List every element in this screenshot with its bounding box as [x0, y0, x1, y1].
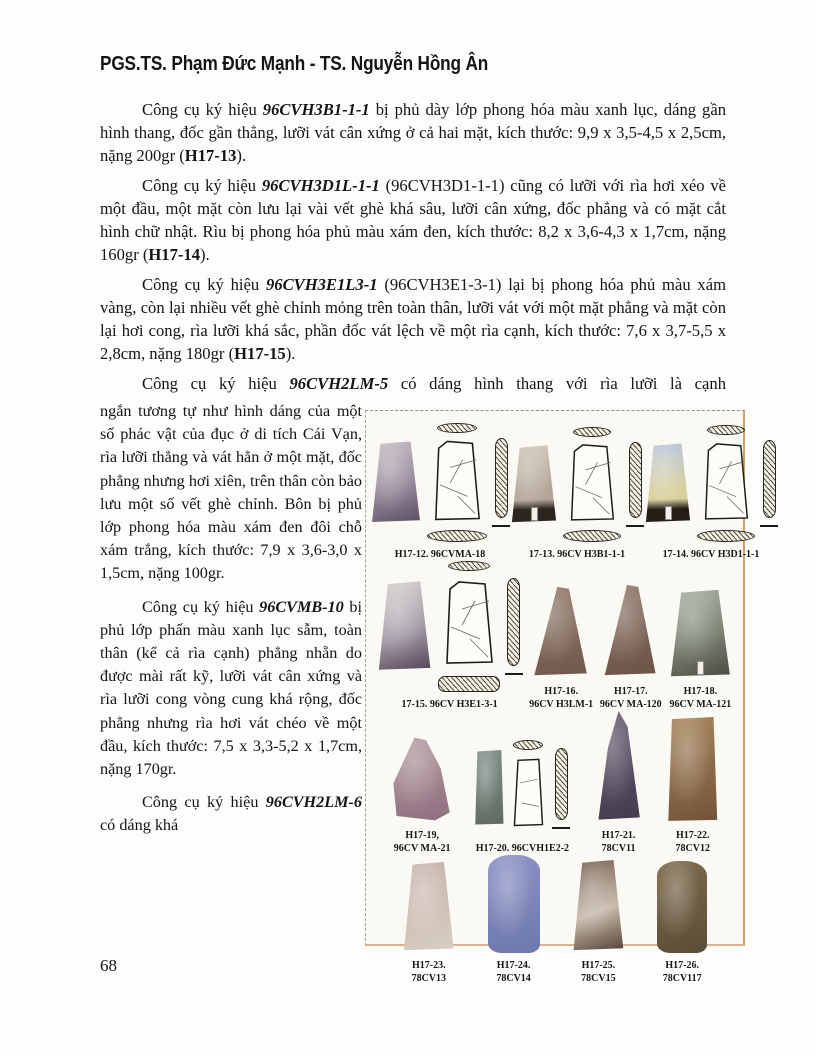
cross-section-drawing [707, 425, 745, 435]
figure-caption-line: 78CV14 [496, 973, 531, 984]
figure-item-4-4 [657, 861, 707, 985]
artifact-plate-figure [365, 410, 760, 984]
figure-caption [529, 685, 593, 711]
artifact-views-group [644, 425, 778, 542]
figure-item-4-1 [402, 861, 456, 985]
profile-column [760, 440, 778, 527]
figure-caption-line: H17-21. [601, 830, 636, 841]
drawing-column [697, 425, 755, 542]
figure-item-2-3 [600, 583, 662, 711]
body-text: (96CVH3D1-1-1) cũng có lưỡi với rìa hơi xéo về một đầu, một mặt còn lưu lại vài vết ghè khá sâu, lưỡi cân xứng, đốc phẳng và có mặt cắt hình chữ nhật. Rìu bị phong hóa phủ màu xám đen, kích thước: 8,2 x 3,6-4,3 x 1,7cm, nặng 160gr ( [100, 176, 726, 264]
figure-caption-line: 17-13. 96CV H3B1-1-1 [528, 549, 626, 560]
figure-item-1-1 [370, 423, 510, 561]
figure-caption-line: 17-14. 96CV H3D1-1-1 [662, 549, 760, 560]
figure-item-4-2 [488, 855, 540, 985]
body-text: có dáng khá [100, 816, 179, 835]
stone-tool-photo [591, 711, 647, 823]
stone-tool-photo [600, 583, 662, 679]
figure-caption-line: H17-19, [405, 830, 439, 841]
specimen-label-tag [531, 507, 538, 521]
paragraph-4-first-line [100, 372, 726, 395]
paragraph-5 [100, 596, 362, 782]
stone-tool-photo [529, 585, 593, 679]
figure-caption [401, 698, 497, 711]
specimen-code: 96CVH3E1L3-1 [266, 275, 378, 294]
scale-bar [505, 673, 523, 675]
paragraph-3 [100, 273, 726, 365]
specimen-code: 96CVH2LM-6 [265, 793, 362, 812]
specimen-code: H17-15 [234, 344, 286, 363]
scale-bar [760, 525, 778, 527]
paragraph-1 [100, 98, 726, 167]
body-text: Công cụ ký hiệu [142, 100, 263, 119]
stone-tool-photo [474, 750, 504, 826]
figure-caption-line: H17-23. [411, 960, 446, 971]
figure-caption-line: H17-16. [544, 686, 578, 697]
paragraph-6 [100, 791, 362, 837]
figure-item-1-2 [510, 427, 644, 561]
artifact-views-group [370, 423, 510, 542]
stone-tool-photo [644, 443, 692, 525]
cross-section-drawing [437, 423, 477, 433]
scale-bar [552, 827, 570, 829]
drawing-column [427, 423, 487, 542]
artifact-views-group [510, 427, 644, 542]
figure-item-3-3 [591, 711, 647, 855]
page-number: 68 [100, 956, 117, 975]
stone-tool-photo [667, 717, 719, 823]
stone-tool-photo [377, 581, 433, 673]
figure-caption-line: H17-12. 96CVMA-18 [394, 549, 486, 560]
specimen-code: H17-13 [184, 146, 237, 165]
figure-row-3 [370, 711, 739, 855]
figure-caption [581, 959, 615, 985]
stone-tool-photo [370, 441, 422, 525]
body-text: ). [236, 146, 247, 165]
figure-caption [476, 842, 569, 855]
artifact-views-group [474, 740, 570, 836]
figure-caption [496, 959, 530, 985]
specimen-label-tag [665, 506, 672, 520]
figure-caption-line: 96CV H3LM-1 [529, 699, 594, 710]
paragraph-4-continuation [100, 400, 362, 586]
figure-caption-line: H17-25. [581, 960, 616, 971]
figure-row-4 [370, 855, 739, 985]
body-text: ). [200, 245, 210, 264]
body-text: Công cụ ký hiệu [142, 374, 290, 393]
left-text-column [100, 400, 362, 838]
figure-caption-line: 96CV MA-121 [669, 699, 732, 710]
cross-section-drawing [697, 530, 755, 542]
figure-caption-line: H17-18. [683, 686, 718, 697]
cross-section-drawing [427, 530, 487, 542]
figure-caption-line: H17-20. 96CVH1E2-2 [475, 843, 570, 854]
figure-caption [602, 829, 636, 855]
figure-row-1 [370, 423, 760, 561]
authors-heading: PGS.TS. Phạm Đức Mạnh - TS. Nguyễn Hồng Ân [100, 52, 489, 75]
body-text: Công cụ ký hiệu [142, 597, 260, 616]
figure-caption-line: 78CV117 [662, 973, 702, 984]
scale-bar [492, 525, 510, 527]
outline-drawing [509, 753, 547, 836]
specimen-code: 96CVMB-10 [259, 597, 344, 616]
specimen-code: 96CVH2LM-5 [289, 374, 389, 393]
figure-caption-line: 96CV MA-120 [599, 699, 662, 710]
stone-tool-photo [668, 589, 732, 679]
figure-caption-line: H17-17. [613, 686, 648, 697]
figure-caption [676, 829, 710, 855]
stone-tool-photo [657, 861, 707, 953]
stone-tool-photo [402, 861, 456, 953]
figure-caption-line: H17-22. [675, 830, 710, 841]
figure-item-3-4 [667, 717, 719, 855]
body-text: ngắn tương tự như hình dáng của một số phác vật của đục ở di tích Cái Vạn, rìa lưỡi thẳng và vát hẳn ở một mặt, đốc phẳng nhưng hơi xiên, trên thân còn bảo lưu một số vết ghè chỉnh. Bôn bị phủ lớp phong hóa màu xám đen đôi chỗ xám trắng, kích thước: 7,9 x 3,6-3,0 x 1,5cm, nặng 100gr. [100, 402, 362, 583]
figure-caption [663, 959, 702, 985]
body-text: bị phủ lớp phấn màu xanh lục sẫm, toàn thân (kể cả rìa cạnh) phẳng nhẵn do được mài rất kỹ, lưỡi vát cân xứng và rìa lưỡi cong vòng cung khá rộng, đốc phẳng nhưng rìa hơi vát chéo về một đầu, kích thước: 7,5 x 3,3-5,2 x 1,7cm, nặng 170gr. [100, 597, 362, 779]
figure-caption-line: H17-26. [665, 960, 699, 971]
outline-drawing [442, 574, 496, 673]
body-text: ). [285, 344, 296, 363]
specimen-code: H17-14 [148, 245, 201, 264]
figure-item-2-2 [529, 585, 593, 711]
figure-caption [600, 685, 662, 711]
outline-drawing [701, 438, 751, 527]
paragraph-2 [100, 174, 726, 266]
body-text: Công cụ ký hiệu [142, 275, 266, 294]
figure-caption [394, 829, 451, 855]
specimen-label-tag [697, 661, 704, 675]
figure-caption [395, 548, 486, 561]
figure-item-4-3 [571, 859, 625, 985]
cross-section-drawing [438, 676, 500, 692]
figure-item-3-1 [390, 735, 454, 855]
figure-item-2-1 [377, 561, 523, 711]
stone-tool-photo [488, 855, 540, 953]
profile-column [505, 578, 523, 675]
profile-column [492, 438, 510, 527]
figure-caption-line: 17-15. 96CV H3E1-3-1 [401, 699, 498, 710]
figure-caption [663, 548, 760, 561]
figure-item-2-4 [668, 589, 732, 711]
side-profile-drawing [495, 438, 508, 518]
side-profile-drawing [555, 748, 568, 820]
body-text: có dáng hình thang với rìa lưỡi là cạnh [388, 374, 726, 393]
figure-caption-line: 78CV11 [601, 843, 636, 854]
cross-section-drawing [513, 740, 543, 750]
figure-caption-line: 96CV MA-21 [393, 843, 451, 854]
figure-caption-line: 78CV13 [411, 973, 447, 984]
profile-column [626, 442, 644, 527]
body-text: Công cụ ký hiệu [142, 176, 262, 195]
body-text: Công cụ ký hiệu [142, 793, 266, 812]
body-text: bị phủ dày lớp phong hóa màu xanh lục, dáng gần hình thang, đốc gần thẳng, lưỡi vát cân xứng ở cả hai mặt, kích thước: 9,9 x 3,5-4,5 x 2,5cm, nặng 200gr ( [100, 100, 726, 165]
figure-caption [529, 548, 625, 561]
figure-caption-line: 78CV12 [675, 843, 710, 854]
stone-tool-photo [390, 735, 454, 823]
artifact-views-group [377, 561, 523, 692]
specimen-code: 96CVH3D1L-1-1 [261, 176, 380, 195]
cross-section-drawing [573, 427, 611, 437]
body-text: (96CVH3E1-3-1) lại bị phong hóa phủ màu xám vàng, còn lại nhiều vết ghè chỉnh mỏng trên toàn thân, lưỡi vát với một mặt phẳng và mặt còn lại hơi cong, rìa lưỡi khá sắc, phần đốc vát lệch về một rìa cạnh, kích thước: 7,6 x 3,7-5,5 x 2,8cm, nặng 180gr ( [100, 275, 726, 363]
cross-section-drawing [448, 561, 490, 571]
figure-caption [669, 685, 731, 711]
drawing-column [563, 427, 621, 542]
figure-caption-line: H17-24. [496, 960, 531, 971]
stone-tool-photo [571, 859, 625, 953]
side-profile-drawing [507, 578, 520, 666]
outline-drawing [567, 440, 617, 527]
scale-bar [626, 525, 644, 527]
page-header [100, 52, 726, 78]
figure-row-2 [370, 561, 739, 711]
side-profile-drawing [629, 442, 642, 518]
cross-section-drawing [563, 530, 621, 542]
figure-item-3-2 [474, 740, 570, 855]
figure-caption-line: 78CV15 [581, 973, 616, 984]
specimen-code: 96CVH3B1-1-1 [262, 100, 370, 119]
figure-item-1-3 [644, 425, 778, 561]
profile-column [552, 748, 570, 829]
stone-tool-photo [510, 445, 558, 525]
drawing-column [509, 740, 547, 836]
side-profile-drawing [763, 440, 776, 518]
drawing-column [438, 561, 500, 692]
outline-drawing [431, 436, 483, 527]
figure-caption [412, 959, 446, 985]
